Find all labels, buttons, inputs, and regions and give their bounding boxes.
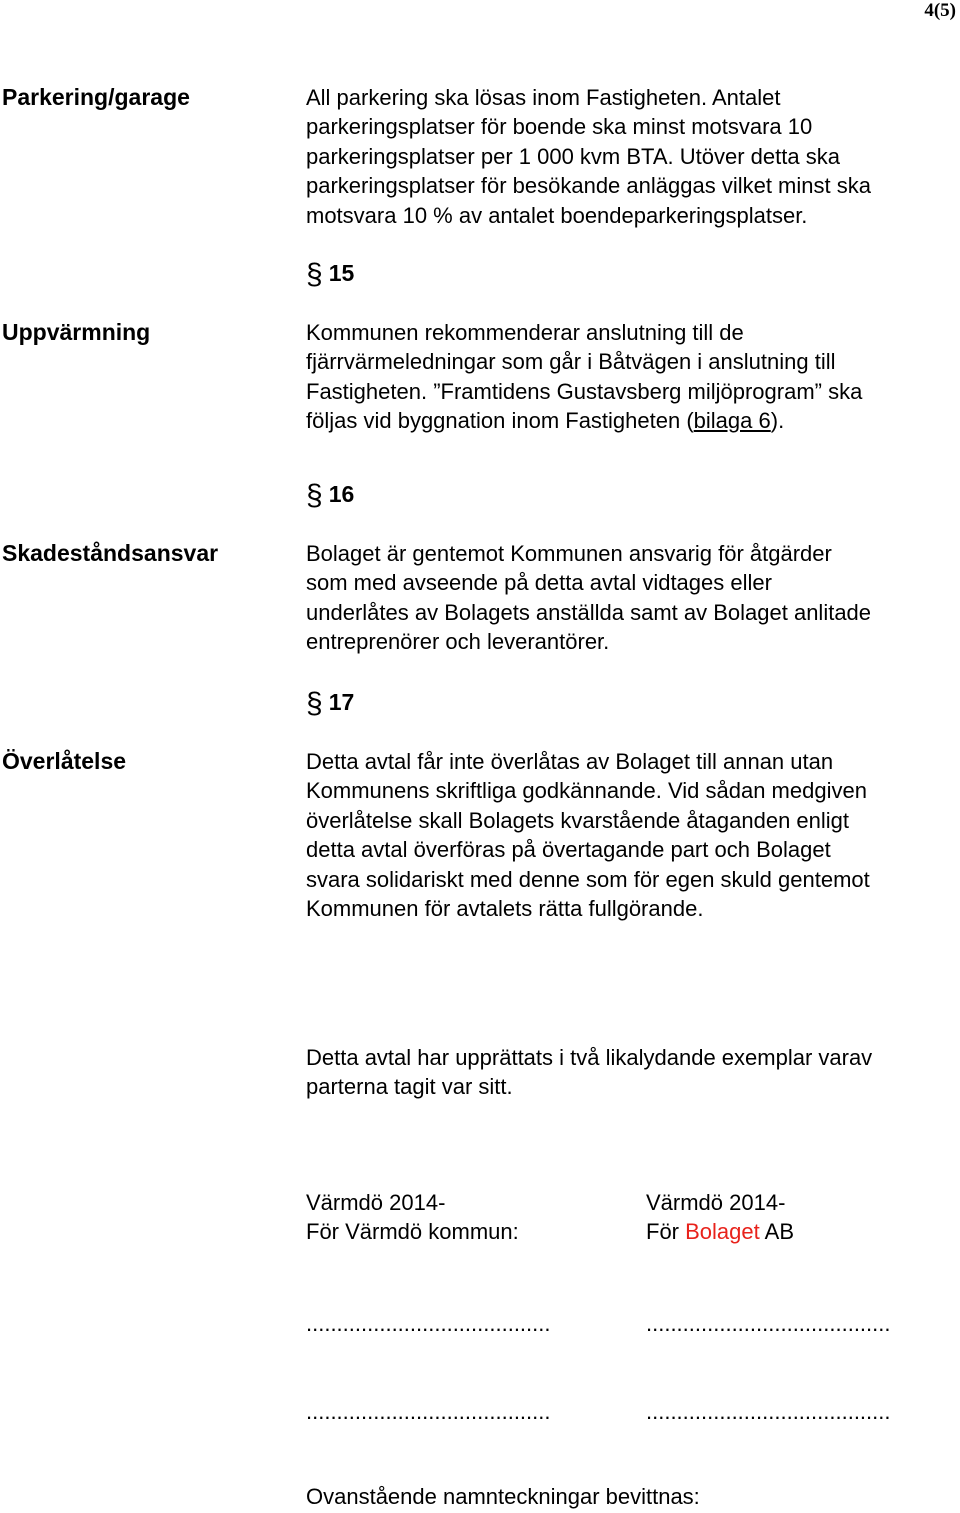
witness-label: Ovanstående namnteckningar bevittnas:	[306, 1484, 700, 1509]
paragraph-line: Kommunen för avtalets rätta fullgörande.	[306, 896, 704, 922]
place-date: Värmdö 2014-	[306, 1190, 446, 1215]
paragraph-line: svara solidariskt med denne som för egen skuld gentemot	[306, 866, 870, 892]
section-symbol: §	[306, 479, 323, 512]
section-16-heading	[306, 479, 355, 512]
transfer-heading: Överlåtelse	[2, 748, 127, 774]
paragraph-line: All parkering ska lösas inom Fastigheten. Antalet	[306, 85, 781, 110]
paragraph-line: detta avtal överföras på övertagande part och Bolaget	[306, 837, 831, 863]
parking-paragraph	[306, 83, 871, 230]
paragraph-line: parkeringsplatser för besökande anläggas vilket minst ska	[306, 173, 871, 199]
parking-heading: Parkering/garage	[2, 84, 190, 110]
line-text: följas vid byggnation inom Fastigheten (	[306, 408, 694, 434]
closing-paragraph	[306, 1043, 872, 1102]
paragraph-line: som med avseende på detta avtal vidtages eller	[306, 570, 772, 596]
section-symbol: §	[306, 258, 323, 291]
paragraph-line: fjärrvärmeledningar som går i Båtvägen i anslutning till	[306, 349, 836, 375]
paragraph-line: överlåtelse skall Bolagets kvarstående åtaganden enligt	[306, 807, 850, 833]
heating-paragraph	[306, 318, 862, 436]
line-text: ).	[770, 408, 785, 434]
paragraph-line	[306, 406, 862, 435]
place-date: Värmdö 2014-	[646, 1190, 786, 1215]
paragraph-line: Kommunens skriftliga godkännande. Vid sådan medgiven	[306, 778, 867, 804]
page-number: 4(5)	[924, 0, 956, 21]
liability-heading: Skadeståndsansvar	[2, 540, 219, 566]
party-text: För	[646, 1219, 686, 1245]
section-symbol: §	[306, 687, 323, 720]
section-number: 16	[328, 480, 355, 507]
paragraph-line: parkeringsplatser för boende ska minst motsvara 10	[306, 114, 813, 140]
signature-line: ........................................	[646, 1311, 891, 1336]
party-name	[646, 1217, 794, 1246]
heating-heading: Uppvärmning	[2, 319, 151, 345]
signature-line: ........................................	[646, 1399, 891, 1424]
paragraph-line: Detta avtal har upprättats i två likalydande exemplar varav	[306, 1045, 873, 1070]
transfer-paragraph	[306, 747, 870, 923]
section-number: 15	[328, 259, 355, 286]
section-number: 17	[328, 688, 355, 715]
party-name: För Värmdö kommun:	[306, 1219, 519, 1245]
paragraph-line: parkeringsplatser per 1 000 kvm BTA. Utöver detta ska	[306, 143, 840, 169]
paragraph-line: Kommunen rekommenderar anslutning till de	[306, 320, 744, 345]
signature-right-block	[646, 1188, 794, 1247]
paragraph-line: parterna tagit var sitt.	[306, 1074, 513, 1100]
paragraph-line: Fastigheten. ”Framtidens Gustavsberg miljöprogram” ska	[306, 378, 863, 404]
party-text: AB	[759, 1219, 794, 1245]
paragraph-line: motsvara 10 % av antalet boendeparkeringsplatser.	[306, 202, 808, 228]
paragraph-line: underlåtes av Bolagets anställda samt av Bolaget anlitade	[306, 599, 872, 625]
section-15-heading	[306, 258, 355, 291]
attachment-link[interactable]: bilaga 6	[693, 408, 771, 434]
signature-left-block	[306, 1188, 519, 1247]
liability-paragraph	[306, 539, 871, 657]
paragraph-line: Detta avtal får inte överlåtas av Bolaget till annan utan	[306, 749, 834, 774]
paragraph-line: Bolaget är gentemot Kommunen ansvarig för åtgärder	[306, 541, 832, 566]
paragraph-line: entreprenörer och leverantörer.	[306, 629, 610, 655]
party-highlight: Bolaget	[685, 1219, 760, 1245]
section-17-heading	[306, 687, 355, 720]
signature-line: ........................................	[306, 1311, 551, 1336]
signature-line: ........................................	[306, 1399, 551, 1424]
